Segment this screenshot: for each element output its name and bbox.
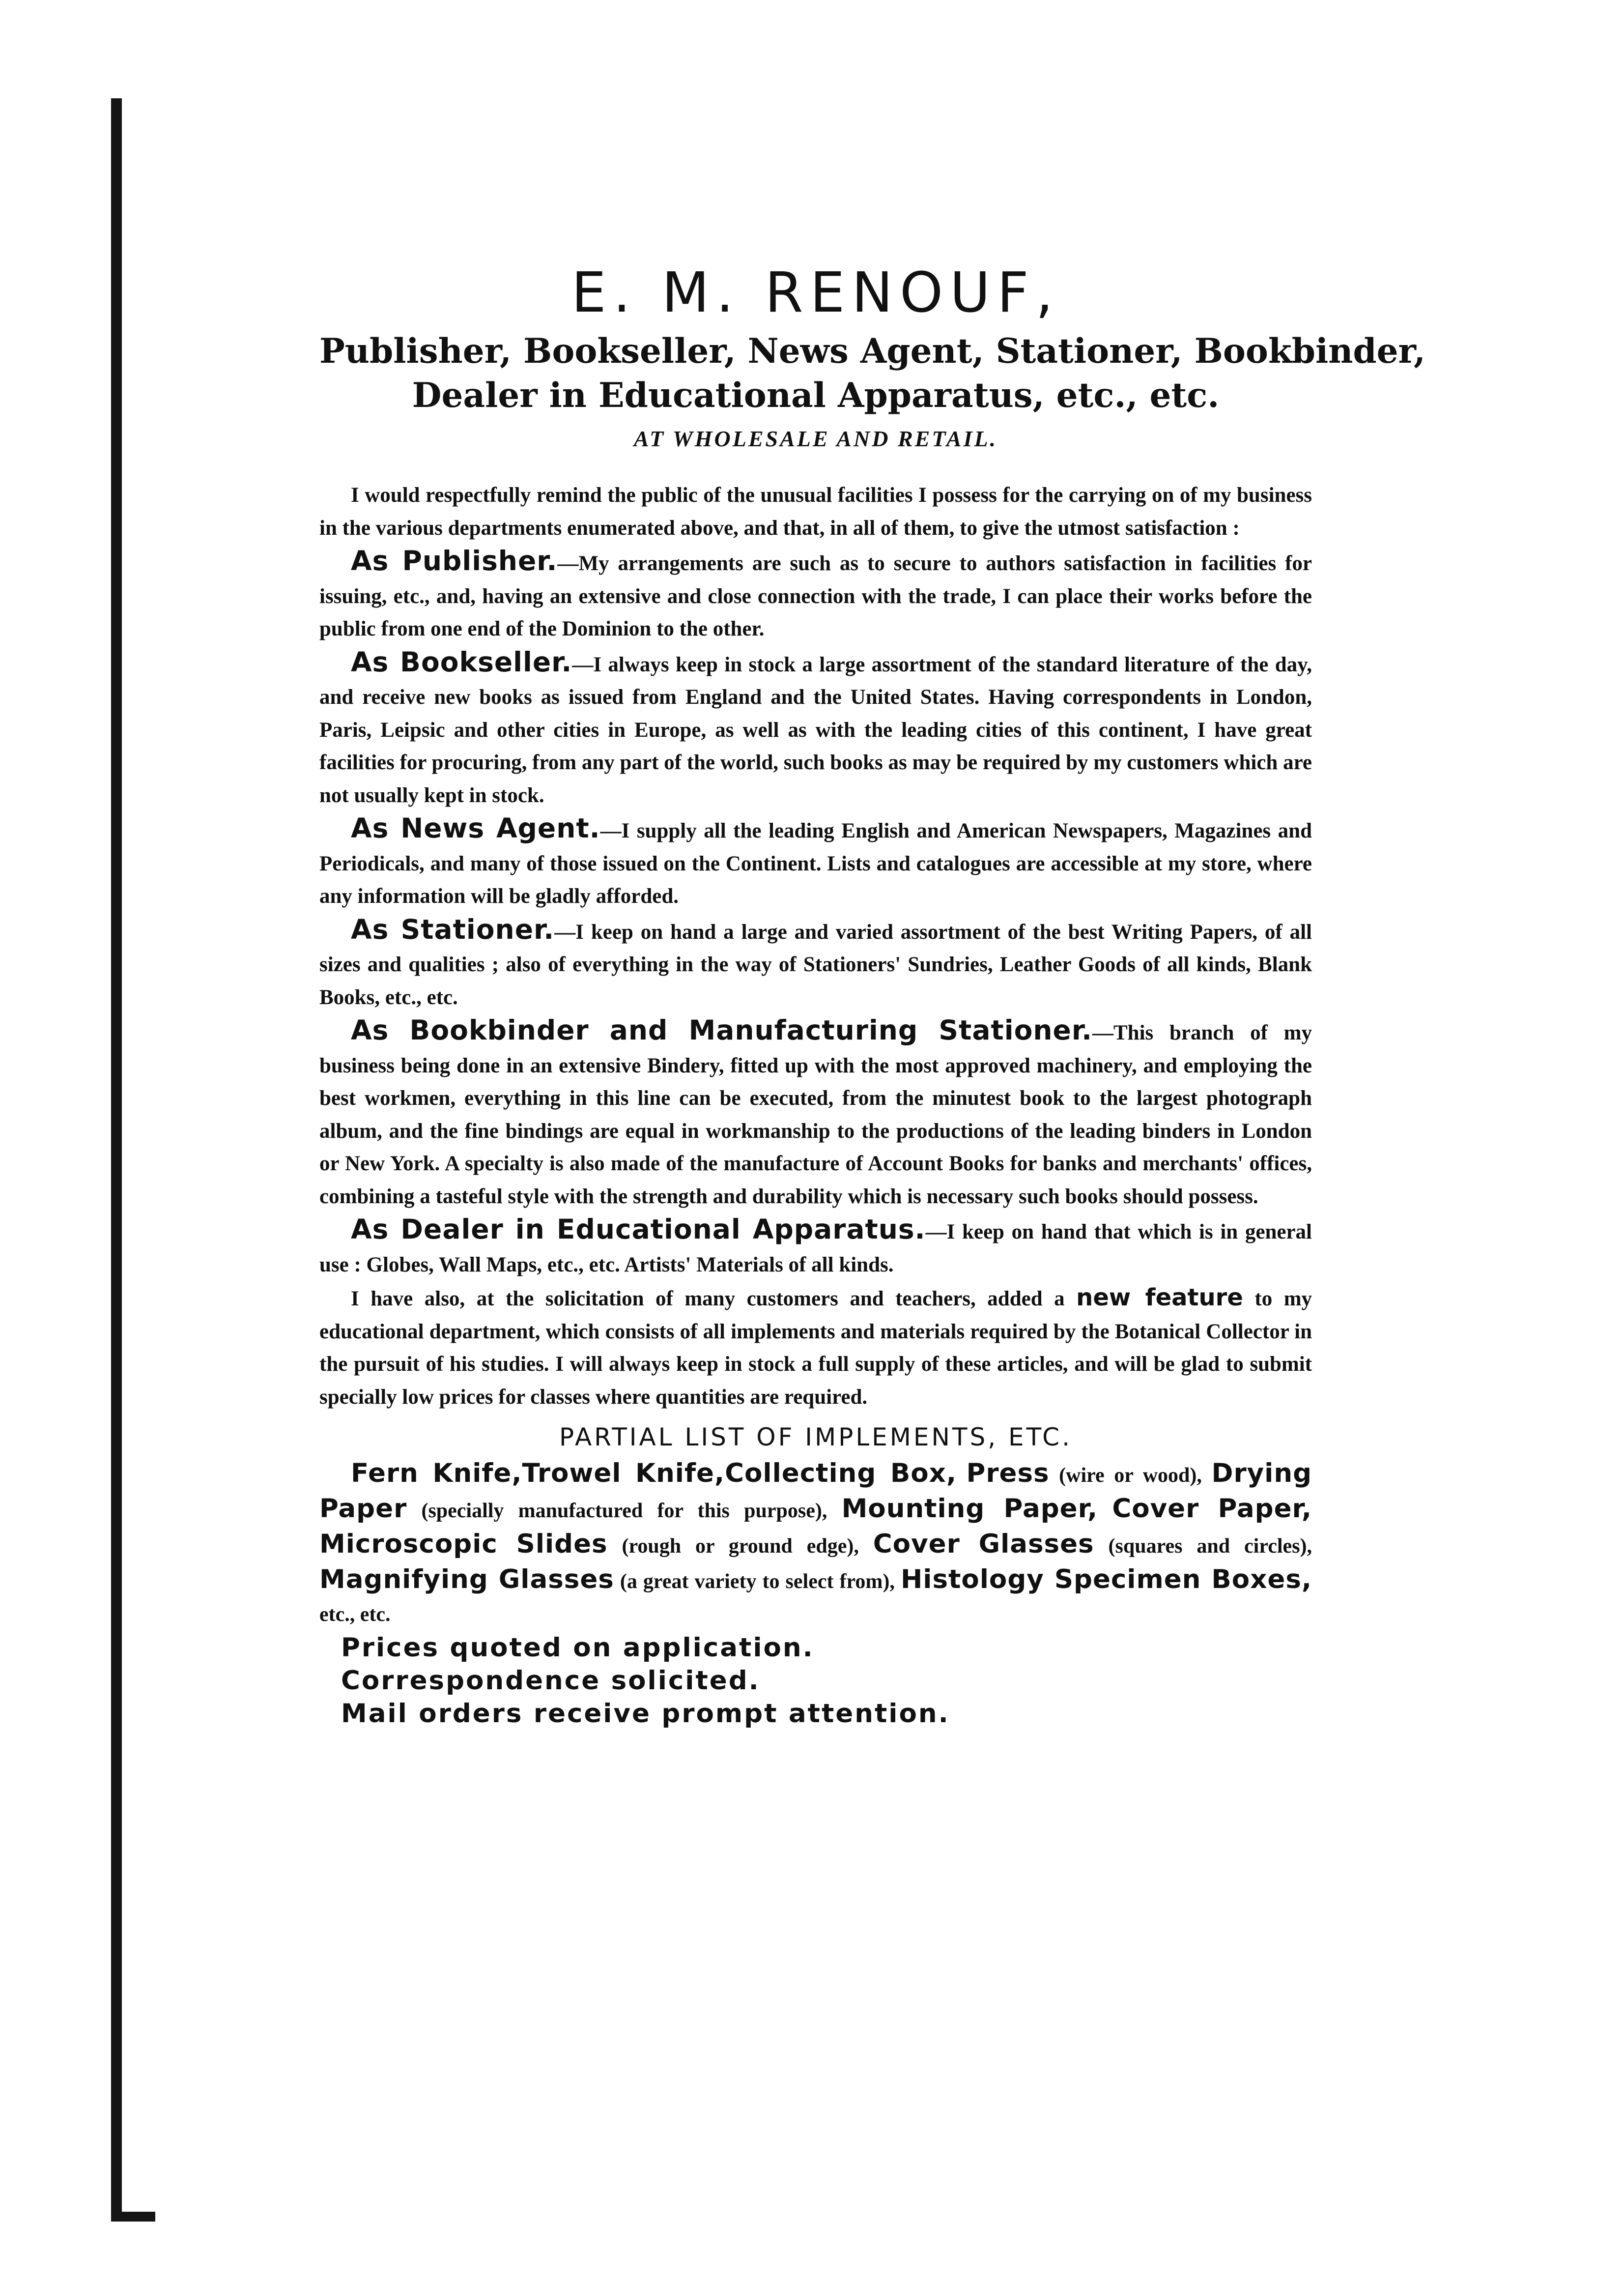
section-text: —I always keep in stock a large assortment of the standard literature of the day, and receive new books as issued from England and the United States. Having correspondents in London, Paris, Leipsic and other cities in Europe, as well as with the leading cities of this continent, I have great facilities for procuring, from any part of the world, such books as may be required by my customers which are not usually kept in stock. <box>319 653 1312 807</box>
botanical-text-after: to my educational department, which consists of all implements and materials required by the Botanical Collector in the pursuit of his studies. I will always keep in stock a full supply of these articles, and will be glad to submit specially low prices for classes where quantities are required. <box>319 1287 1312 1409</box>
section-text: —I supply all the leading English and American Newspapers, Magazines and Periodicals, and many of those issued on the Continent. Lists and catalogues are accessible at my store, where any information will be gladly afforded. <box>319 819 1312 908</box>
implements-heading: PARTIAL LIST OF IMPLEMENTS, ETC. <box>559 1423 1072 1451</box>
implement-item: Trowel Knife, <box>522 1458 725 1488</box>
implement-note: (specially manufactured for this purpose), <box>421 1500 827 1522</box>
section-news-agent <box>319 812 1312 913</box>
implement-item: Fern Knife, <box>351 1458 522 1488</box>
page-title: E. M. RENOUF, <box>571 261 1060 325</box>
section-heading: As Publisher. <box>351 545 558 577</box>
implement-item: Cover Paper, <box>1112 1494 1312 1524</box>
implement-note: (a great variety to select from), <box>620 1570 895 1593</box>
implement-item: Microscopic Slides <box>319 1529 608 1559</box>
section-text: —This branch of my business being done in an extensive Bindery, fitted up with the most approved machinery, and employing the best workmen, everything in this line can be executed, from the minutest book to the largest photograph album, and the fine bindings are equal in workmanship to the productions of the leading binders in London or New York. A specialty is also made of the manufacture of Account Books for banks and merchants' offices, combining a tasteful style with the strength and durability which is necessary such books should possess. <box>319 1021 1312 1208</box>
botanical-paragraph <box>319 1281 1312 1414</box>
implement-note: (squares and circles), <box>1108 1535 1312 1558</box>
section-stationer <box>319 913 1312 1014</box>
section-heading: As News Agent. <box>351 812 600 844</box>
section-heading: As Bookseller. <box>351 646 572 678</box>
implement-item: Magnifying Glasses <box>319 1564 614 1594</box>
section-educational-apparatus <box>319 1213 1312 1281</box>
implement-item: Histology Specimen Boxes, <box>900 1564 1312 1594</box>
implement-item: Collecting Box, <box>725 1458 957 1488</box>
implement-item: Mounting Paper, <box>841 1494 1098 1524</box>
section-text: —My arrangements are such as to secure to authors satisfaction in facilities for issuing, etc., and, having an extensive and close connection with the trade, I can place their works before the public from one end of the Dominion to the other. <box>319 552 1312 640</box>
section-heading: As Dealer in Educational Apparatus. <box>351 1213 926 1245</box>
section-heading: As Bookbinder and Manufacturing Stationer. <box>351 1014 1092 1046</box>
closing-line-correspondence: Correspondence solicited. <box>341 1666 760 1696</box>
implement-item: Cover Glasses <box>873 1529 1094 1559</box>
section-publisher <box>319 545 1312 646</box>
implement-item: Press <box>966 1458 1050 1488</box>
intro-paragraph: I would respectfully remind the public of the unusual facilities I possess for the carrying on of my business in the various departments enumerated above, and that, in all of them, to give the utmost satisfaction : <box>319 484 1312 540</box>
implement-note: (wire or wood), <box>1059 1464 1202 1487</box>
body-text <box>319 479 1312 1730</box>
subtitle-trades: Publisher, Bookseller, News Agent, Stationer, Bookbinder, <box>319 331 1425 371</box>
binding-edge-foot <box>111 2212 155 2222</box>
implement-item: Drying Paper <box>319 1458 1312 1524</box>
botanical-text-before: I have also, at the solicitation of many customers and teachers, added a <box>351 1287 1065 1310</box>
tagline: AT WHOLESALE AND RETAIL. <box>633 426 998 451</box>
section-heading: As Stationer. <box>351 913 555 945</box>
closing-line-prices: Prices quoted on application. <box>341 1633 814 1663</box>
section-bookseller <box>319 646 1312 812</box>
implements-list <box>319 1457 1312 1631</box>
subtitle-dealer: Dealer in Educational Apparatus, etc., etc. <box>412 376 1220 415</box>
closing-line-mail-orders: Mail orders receive prompt attention. <box>341 1699 950 1729</box>
new-feature-label: new feature <box>1076 1284 1243 1311</box>
implement-note: (rough or ground edge), <box>622 1535 859 1558</box>
section-text: —I keep on hand that which is in general use : Globes, Wall Maps, etc., etc. Artists' Materials of all kinds. <box>319 1220 1312 1276</box>
binding-edge <box>111 98 122 2222</box>
implement-note: etc., etc. <box>319 1603 391 1626</box>
section-text: —I keep on hand a large and varied assortment of the best Writing Papers, of all sizes and qualities ; also of everything in the way of Stationers' Sundries, Leather Goods of all kinds, Blank Books, etc., etc. <box>319 920 1312 1009</box>
section-bookbinder <box>319 1014 1312 1213</box>
